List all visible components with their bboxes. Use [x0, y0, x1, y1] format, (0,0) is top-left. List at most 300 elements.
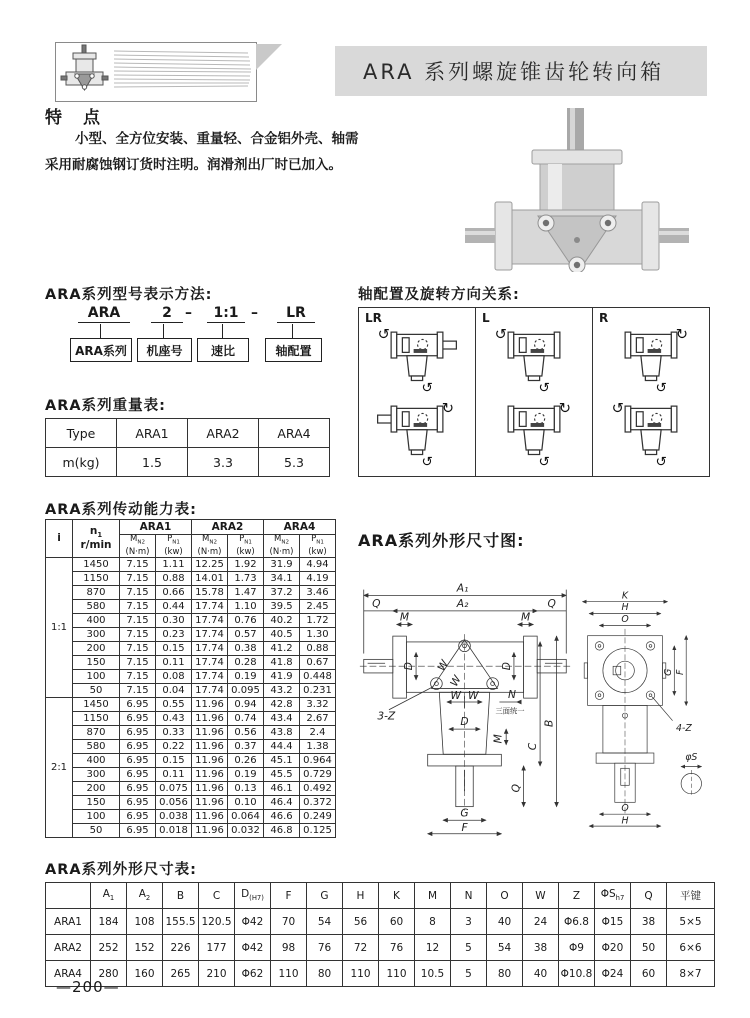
- cell: Φ6.8: [559, 909, 595, 935]
- column-header-power: $P_{N1}$ (kw): [228, 535, 264, 558]
- cell: 0.28: [228, 655, 264, 669]
- column-header: 平键: [667, 883, 715, 909]
- cell: 100: [73, 669, 120, 683]
- cell: 14.01: [192, 571, 228, 585]
- cell: 11.96: [192, 809, 228, 823]
- cell: 0.064: [228, 809, 264, 823]
- cell: 3.3: [188, 448, 259, 477]
- cell: 0.125: [300, 823, 336, 837]
- table-row: [46, 961, 715, 987]
- cell: 50: [73, 823, 120, 837]
- axis-config-panel: [358, 307, 710, 477]
- svg-text:↺: ↺: [377, 325, 390, 343]
- cell: 100: [73, 809, 120, 823]
- axis-config-label: R: [599, 311, 609, 325]
- model-designation-diagram: [45, 305, 345, 377]
- column-header-group: ARA4: [264, 520, 336, 535]
- cell: Φ62: [235, 961, 271, 987]
- cell: 24: [523, 909, 559, 935]
- svg-text:↻: ↻: [558, 399, 571, 417]
- cell: 1.11: [156, 557, 192, 571]
- cell: 7.15: [120, 557, 156, 571]
- svg-text:↺: ↺: [421, 453, 433, 468]
- axis-config-cell-lr: [359, 308, 476, 476]
- cell: 3.46: [300, 585, 336, 599]
- cell: 31.9: [264, 557, 300, 571]
- cell: 0.448: [300, 669, 336, 683]
- table-row: [46, 753, 336, 767]
- drawing-note: 三面统一: [495, 706, 525, 716]
- column-header: Q: [631, 883, 667, 909]
- cell: 152: [127, 935, 163, 961]
- cell: 40.2: [264, 613, 300, 627]
- table-row: [46, 781, 336, 795]
- cell: Φ24: [595, 961, 631, 987]
- cell: 10.5: [415, 961, 451, 987]
- axis-config-label: LR: [365, 311, 382, 325]
- page-title: ARA 系列螺旋锥齿轮转向箱: [363, 60, 665, 84]
- cell: 177: [199, 935, 235, 961]
- weight-table: [45, 418, 330, 477]
- model-label-series: ARA系列: [70, 338, 132, 362]
- dim-label-phi-s: φS: [685, 751, 698, 763]
- column-header: Type: [46, 419, 117, 448]
- column-header: ARA1: [117, 419, 188, 448]
- dim-label-f-side: F: [674, 669, 686, 675]
- cell: 400: [73, 613, 120, 627]
- row-header: ARA2: [46, 935, 91, 961]
- cell: 7.15: [120, 641, 156, 655]
- cell: 11.96: [192, 711, 228, 725]
- cell: 17.74: [192, 669, 228, 683]
- cell: 0.19: [228, 669, 264, 683]
- cell: 1.38: [300, 739, 336, 753]
- column-header: Z: [559, 883, 595, 909]
- model-label-shaft: 轴配置: [265, 338, 322, 362]
- table-row: [46, 725, 336, 739]
- cell: 0.23: [156, 627, 192, 641]
- column-header-group: ARA1: [120, 520, 192, 535]
- cell: 0.10: [228, 795, 264, 809]
- dim-label-q-right: Q: [547, 597, 556, 611]
- dim-label-g: G: [460, 806, 469, 820]
- gearbox-schematic: [373, 322, 461, 394]
- cell: 40: [487, 909, 523, 935]
- cell: 300: [73, 627, 120, 641]
- table-row: [46, 571, 336, 585]
- cell: 280: [91, 961, 127, 987]
- cell: 3: [451, 909, 487, 935]
- table-row: [46, 613, 336, 627]
- cell: 44.4: [264, 739, 300, 753]
- cell: 0.56: [228, 725, 264, 739]
- cell: m(kg): [46, 448, 117, 477]
- cell: 0.075: [156, 781, 192, 795]
- column-header: [46, 883, 91, 909]
- dim-label-h-top: H: [621, 602, 629, 614]
- column-header: K: [379, 883, 415, 909]
- cell: 0.038: [156, 809, 192, 823]
- cell: 6.95: [120, 795, 156, 809]
- cell: 200: [73, 641, 120, 655]
- logo-banner: [55, 42, 257, 102]
- cell: 17.74: [192, 613, 228, 627]
- cell: 580: [73, 739, 120, 753]
- gearbox-schematic: [373, 396, 461, 468]
- cell: 2.4: [300, 725, 336, 739]
- dim-label-d-bottom: D: [460, 715, 469, 729]
- cell: 7.15: [120, 669, 156, 683]
- cell: 252: [91, 935, 127, 961]
- cell: 15.78: [192, 585, 228, 599]
- svg-text:↺: ↺: [538, 453, 550, 468]
- column-header: G: [307, 883, 343, 909]
- dim-label-4z: 4-Z: [676, 722, 692, 734]
- cell: 7.15: [120, 571, 156, 585]
- cell: 76: [379, 935, 415, 961]
- features-text-line2: 采用耐腐蚀钢订货时注明。润滑剂出厂时已加入。: [45, 157, 342, 173]
- table-row: [46, 909, 715, 935]
- table-row: [46, 711, 336, 725]
- cell: 0.11: [156, 655, 192, 669]
- side-view-drawing: [574, 552, 710, 852]
- cell: 6×6: [667, 935, 715, 961]
- cell: 45.5: [264, 767, 300, 781]
- cell: 0.15: [156, 753, 192, 767]
- cell: 6.95: [120, 809, 156, 823]
- cell: Φ42: [235, 909, 271, 935]
- cell: 41.9: [264, 669, 300, 683]
- cell: 184: [91, 909, 127, 935]
- cell: 155.5: [163, 909, 199, 935]
- table-row: [46, 935, 715, 961]
- cell: 38: [523, 935, 559, 961]
- dim-label-f: F: [461, 820, 468, 834]
- dim-label-d-right: D: [500, 662, 514, 671]
- cell: 265: [163, 961, 199, 987]
- cell: 46.8: [264, 823, 300, 837]
- cell: 8: [415, 909, 451, 935]
- column-header: H: [343, 883, 379, 909]
- column-header: F: [271, 883, 307, 909]
- cell: 7.15: [120, 585, 156, 599]
- cell: 11.96: [192, 781, 228, 795]
- cell: 17.74: [192, 627, 228, 641]
- cell: 50: [73, 683, 120, 697]
- cell: 0.964: [300, 753, 336, 767]
- cell: 6.95: [120, 739, 156, 753]
- axis-config-cell-r: [593, 308, 709, 476]
- dim-label-q-bottom: Q: [509, 784, 523, 793]
- cell: 54: [307, 909, 343, 935]
- cell: 0.66: [156, 585, 192, 599]
- cell: 8×7: [667, 961, 715, 987]
- cell: 0.67: [300, 655, 336, 669]
- cell: 110: [379, 961, 415, 987]
- cell: 400: [73, 753, 120, 767]
- cell: 0.372: [300, 795, 336, 809]
- table-row: [46, 739, 336, 753]
- dimension-table-heading: ARA系列外形尺寸表:: [45, 862, 197, 878]
- cell: 4.19: [300, 571, 336, 585]
- column-header-i: i: [46, 520, 73, 558]
- cell: 0.15: [156, 641, 192, 655]
- cell: 0.37: [228, 739, 264, 753]
- dim-label-w-upper: W: [434, 657, 452, 674]
- cell: Φ15: [595, 909, 631, 935]
- cell: 11.96: [192, 823, 228, 837]
- model-label-ratio: 速比: [197, 338, 249, 362]
- cell: 110: [343, 961, 379, 987]
- cell: 1150: [73, 711, 120, 725]
- dim-label-o-top: O: [621, 614, 629, 626]
- cell: 5: [451, 961, 487, 987]
- cell: 0.38: [228, 641, 264, 655]
- model-code-ratio: 1:1: [207, 305, 245, 323]
- cell: 110: [271, 961, 307, 987]
- page-number: —200—: [56, 978, 120, 996]
- cell: Φ10.8: [559, 961, 595, 987]
- svg-text:↺: ↺: [538, 379, 550, 394]
- cell: 6.95: [120, 823, 156, 837]
- table-row: [46, 585, 336, 599]
- cell: 1.47: [228, 585, 264, 599]
- cell: 0.30: [156, 613, 192, 627]
- table-row: [46, 557, 336, 571]
- cell: 12.25: [192, 557, 228, 571]
- cell: 7.15: [120, 655, 156, 669]
- cell: 0.55: [156, 697, 192, 711]
- column-header-power: $P_{N1}$ (kw): [300, 535, 336, 558]
- table-row: [46, 823, 336, 837]
- row-header: ARA4: [46, 961, 91, 987]
- column-header: $\Phi S_{h7}$: [595, 883, 631, 909]
- column-header-speed: $n_1$ r/min: [73, 520, 120, 558]
- column-header: W: [523, 883, 559, 909]
- weight-table-heading: ARA系列重量表:: [45, 398, 166, 414]
- dim-label-h-bottom: H: [621, 815, 629, 827]
- capacity-table-heading: ARA系列传动能力表:: [45, 502, 197, 518]
- dim-label-a1: A₁: [456, 581, 469, 595]
- column-header: B: [163, 883, 199, 909]
- column-header: C: [199, 883, 235, 909]
- cell: 1.92: [228, 557, 264, 571]
- dim-label-d-left: D: [402, 662, 416, 671]
- cell: 1.5: [117, 448, 188, 477]
- gearbox-schematic: [607, 396, 695, 468]
- svg-text:↻: ↻: [675, 325, 688, 343]
- cell: 7.15: [120, 683, 156, 697]
- model-label-frame: 机座号: [137, 338, 192, 362]
- cell: 0.94: [228, 697, 264, 711]
- cell: 56: [343, 909, 379, 935]
- column-header-group: ARA2: [192, 520, 264, 535]
- column-header: ARA2: [188, 419, 259, 448]
- cell: 46.1: [264, 781, 300, 795]
- column-header: ARA4: [259, 419, 330, 448]
- table-row: [46, 683, 336, 697]
- cell: 1.73: [228, 571, 264, 585]
- cell: 300: [73, 767, 120, 781]
- dim-label-3z: 3-Z: [377, 709, 396, 723]
- cell: 46.6: [264, 809, 300, 823]
- cell: 0.13: [228, 781, 264, 795]
- cell: 17.74: [192, 599, 228, 613]
- cell: 6.95: [120, 753, 156, 767]
- gearbox-schematic: [607, 322, 695, 394]
- dim-label-m-left: M: [399, 610, 410, 624]
- cell: 34.1: [264, 571, 300, 585]
- cell: 80: [307, 961, 343, 987]
- cell: 6.95: [120, 781, 156, 795]
- dimension-drawing-heading: ARA系列外形尺寸图:: [358, 531, 525, 550]
- dimension-drawing: [356, 552, 710, 852]
- cell: Φ42: [235, 935, 271, 961]
- model-code-series: ARA: [78, 305, 130, 323]
- cell: 6.95: [120, 767, 156, 781]
- cell: 12: [415, 935, 451, 961]
- cell: 72: [343, 935, 379, 961]
- cell: 17.74: [192, 655, 228, 669]
- cell: 210: [199, 961, 235, 987]
- table-row: [46, 627, 336, 641]
- cell: 1450: [73, 697, 120, 711]
- cell: 76: [307, 935, 343, 961]
- column-header-torque: $M_{N2}$ (N·m): [120, 535, 156, 558]
- cell: 108: [127, 909, 163, 935]
- svg-text:↺: ↺: [655, 453, 667, 468]
- cell: 4.94: [300, 557, 336, 571]
- dim-label-b: B: [542, 719, 556, 727]
- cell: 0.22: [156, 739, 192, 753]
- axis-config-cell-l: [476, 308, 593, 476]
- cell: 40: [523, 961, 559, 987]
- cell: 0.08: [156, 669, 192, 683]
- column-header-torque: $M_{N2}$ (N·m): [192, 535, 228, 558]
- cell: 3.32: [300, 697, 336, 711]
- cell: 6.95: [120, 725, 156, 739]
- table-row: [46, 795, 336, 809]
- logo-gearbox-icon: [56, 43, 254, 99]
- cell: 70: [271, 909, 307, 935]
- cell: 43.8: [264, 725, 300, 739]
- model-code-frame: 2: [151, 305, 183, 323]
- dim-label-g-side: G: [662, 668, 674, 676]
- cell: 6.95: [120, 711, 156, 725]
- cell: 0.57: [228, 627, 264, 641]
- dim-label-w-lower: W: [447, 673, 464, 689]
- cell: 0.26: [228, 753, 264, 767]
- features-heading: 特 点: [45, 108, 102, 128]
- cell: 0.33: [156, 725, 192, 739]
- cell: 0.43: [156, 711, 192, 725]
- cell: 226: [163, 935, 199, 961]
- dim-label-w-bl: W: [450, 689, 462, 703]
- dim-label-c: C: [526, 742, 540, 751]
- cell: 0.76: [228, 613, 264, 627]
- cell: 1150: [73, 571, 120, 585]
- cell: 0.19: [228, 767, 264, 781]
- cell: 17.74: [192, 683, 228, 697]
- cell: 38: [631, 909, 667, 935]
- product-photo: [440, 104, 705, 276]
- svg-text:↺: ↺: [655, 379, 667, 394]
- dim-label-m-bottom: M: [491, 734, 505, 744]
- cell: 11.96: [192, 739, 228, 753]
- cell: 46.4: [264, 795, 300, 809]
- table-row: [46, 599, 336, 613]
- cell: 1450: [73, 557, 120, 571]
- dim-label-m-right: M: [520, 610, 531, 624]
- table-row: [46, 655, 336, 669]
- cell: 0.88: [156, 571, 192, 585]
- dim-label-a2: A₂: [456, 597, 469, 611]
- table-row: [46, 641, 336, 655]
- gearbox-schematic: [490, 322, 578, 394]
- cell: 0.492: [300, 781, 336, 795]
- axis-config-heading: 轴配置及旋转方向关系:: [358, 287, 520, 303]
- dim-label-k: K: [621, 590, 629, 602]
- dim-label-n: N: [508, 688, 516, 702]
- svg-text:↻: ↻: [441, 399, 454, 417]
- cell: 11.96: [192, 753, 228, 767]
- column-header: N: [451, 883, 487, 909]
- cell: 0.056: [156, 795, 192, 809]
- cell: 7.15: [120, 613, 156, 627]
- cell: 7.15: [120, 599, 156, 613]
- ratio-cell: 1:1: [46, 557, 73, 697]
- column-header: O: [487, 883, 523, 909]
- cell: 0.74: [228, 711, 264, 725]
- cell: 5×5: [667, 909, 715, 935]
- model-separator-1: –: [185, 305, 192, 321]
- cell: 0.44: [156, 599, 192, 613]
- cell: 200: [73, 781, 120, 795]
- table-row: [46, 669, 336, 683]
- cell: 1.30: [300, 627, 336, 641]
- cell: 0.032: [228, 823, 264, 837]
- table-row: [46, 767, 336, 781]
- dim-label-w-br: W: [467, 689, 479, 703]
- gearbox-schematic: [490, 396, 578, 468]
- cell: 60: [379, 909, 415, 935]
- cell: 0.018: [156, 823, 192, 837]
- cell: 98: [271, 935, 307, 961]
- dimension-table: [45, 882, 715, 987]
- model-code-shaft: LR: [277, 305, 315, 323]
- cell: 5.3: [259, 448, 330, 477]
- cell: 870: [73, 725, 120, 739]
- page-title-bar: [335, 46, 707, 96]
- model-designation-heading: ARA系列型号表示方法:: [45, 287, 213, 303]
- ratio-cell: 2:1: [46, 697, 73, 837]
- cell: 54: [487, 935, 523, 961]
- cell: Φ9: [559, 935, 595, 961]
- column-header: M: [415, 883, 451, 909]
- cell: 0.11: [156, 767, 192, 781]
- cell: 160: [127, 961, 163, 987]
- cell: 50: [631, 935, 667, 961]
- front-view-drawing: [356, 552, 574, 852]
- cell: 0.249: [300, 809, 336, 823]
- cell: 11.96: [192, 795, 228, 809]
- cell: 580: [73, 599, 120, 613]
- features-text-line1: 小型、全方位安装、重量轻、合金铝外壳、轴需: [75, 131, 359, 147]
- column-header: $A_2$: [127, 883, 163, 909]
- cell: 150: [73, 795, 120, 809]
- cell: 0.729: [300, 767, 336, 781]
- capacity-table: [45, 519, 336, 838]
